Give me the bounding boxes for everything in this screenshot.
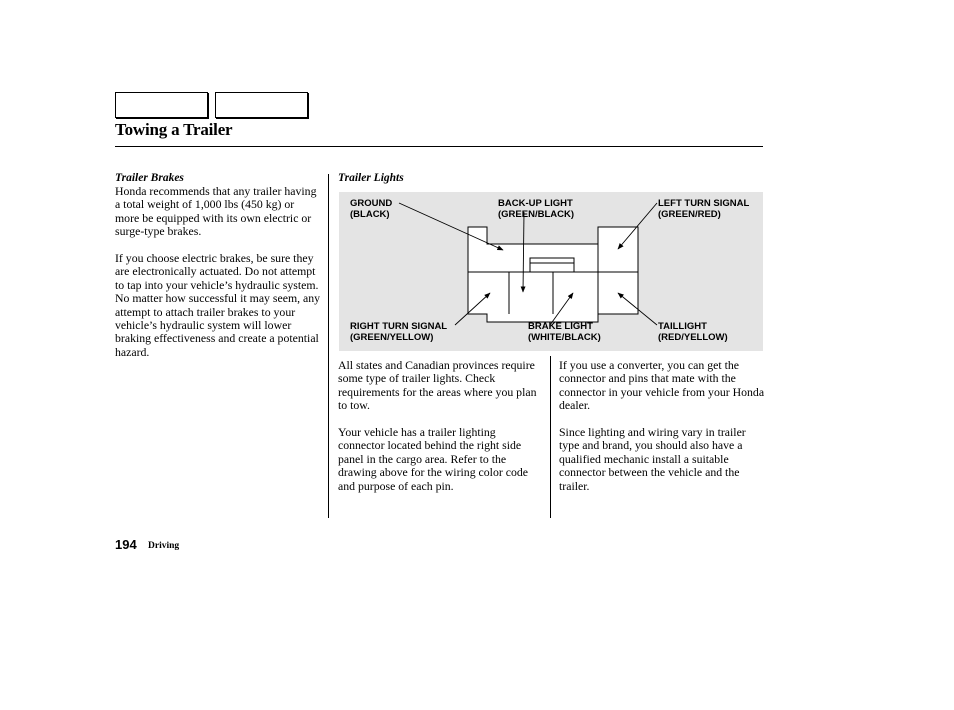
- trailer-lights-paragraph-2: Your vehicle has a trailer lighting connector located behind the right side panel in the cargo area. Refer to the drawing above for the wiring color code and purpose of each pin.: [338, 425, 528, 493]
- trailer-brakes-heading: Trailer Brakes: [115, 172, 184, 184]
- column-divider-2: [550, 356, 551, 518]
- trailer-lights-paragraph-1: All states and Canadian provinces require some type of trailer lights. Check requirements for the areas where you plan to tow.: [338, 358, 537, 413]
- nav-tab-box-2[interactable]: [215, 92, 308, 118]
- trailer-lights-heading: Trailer Lights: [338, 172, 404, 184]
- trailer-brakes-paragraph-1: Honda recommends that any trailer having a total weight of 1,000 lbs (450 kg) or more be equipped with its own electric or surge-type brakes.: [115, 184, 317, 239]
- page-title: Towing a Trailer: [115, 120, 233, 139]
- title-rule: [115, 146, 763, 147]
- trailer-lights-diagram: [339, 192, 763, 351]
- ground-pin-label: GROUND (BLACK): [350, 198, 393, 220]
- trailer-brakes-paragraph-2: If you choose electric brakes, be sure they are electronically actuated. Do not attempt to tap into your vehicle’s hydraulic system. No matter how successful it may seem, any attempt to attach trailer brakes to your vehicle’s hydraulic system will lower braking effectiveness and create a potential hazard.: [115, 251, 321, 359]
- connector-outline: [468, 227, 638, 322]
- taillight-pin-label: TAILLIGHT (RED/YELLOW): [658, 321, 728, 343]
- brake-light-pin-label: BRAKE LIGHT (WHITE/BLACK): [528, 321, 601, 343]
- wiring-paragraph: Since lighting and wiring vary in trailer type and brand, you should also have a qualified mechanic install a suitable connector between the vehicle and the trailer.: [559, 425, 746, 493]
- right-turn-signal-pin-label: RIGHT TURN SIGNAL (GREEN/YELLOW): [350, 321, 448, 343]
- column-divider-1: [328, 174, 329, 518]
- page-number: 194: [115, 537, 137, 552]
- left-turn-signal-pin-label: LEFT TURN SIGNAL (GREEN/RED): [658, 198, 750, 220]
- backup-light-pin-label: BACK-UP LIGHT (GREEN/BLACK): [498, 198, 574, 220]
- section-name: Driving: [148, 541, 180, 551]
- nav-tab-box-1[interactable]: [115, 92, 208, 118]
- converter-paragraph: If you use a converter, you can get the connector and pins that mate with the connector in your vehicle from your Honda dealer.: [559, 358, 765, 413]
